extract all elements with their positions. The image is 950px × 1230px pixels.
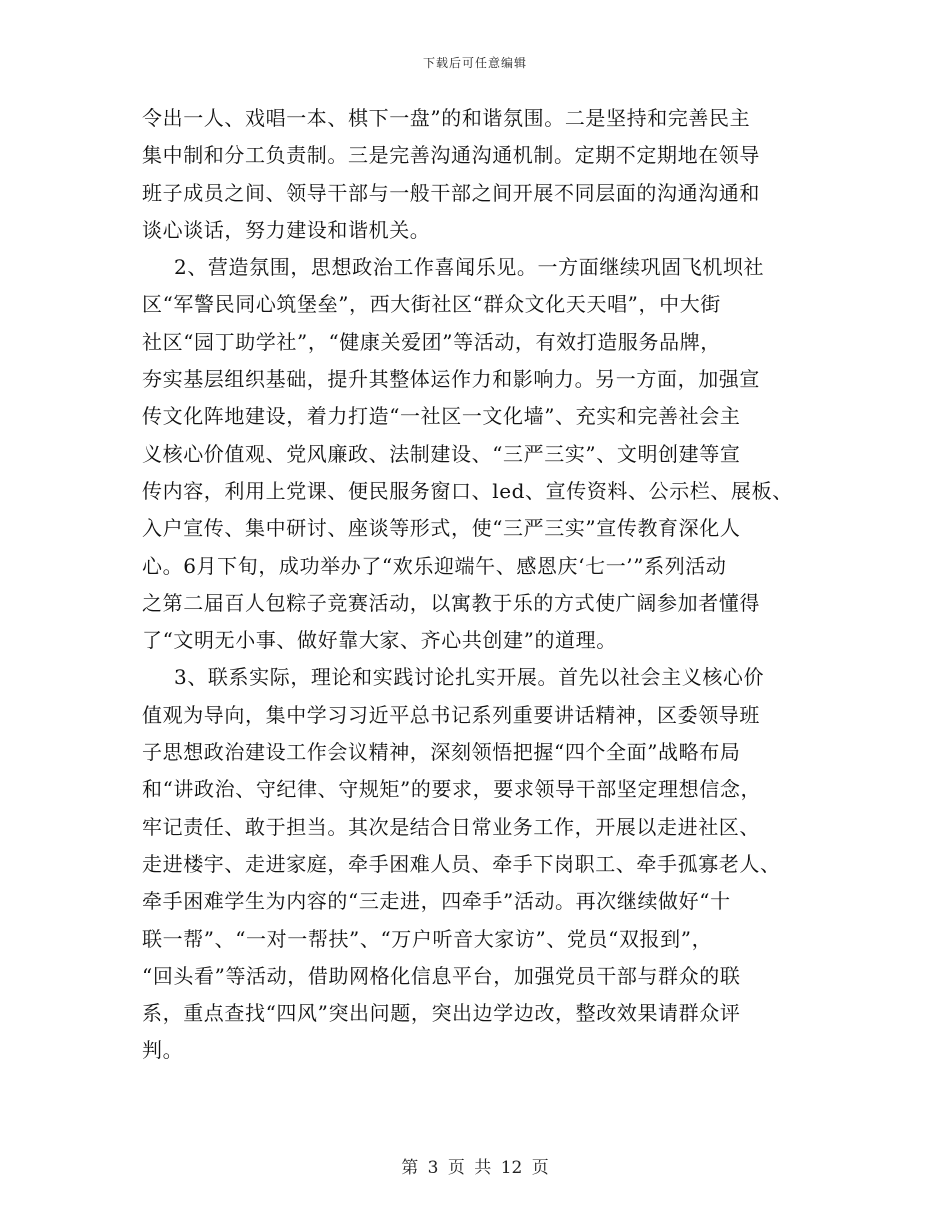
text-line: 子思想政治建设工作会议精神，深刻领悟把握“四个全面”战略布局 [142,740,741,765]
text-line: “回头看”等活动，借助网格化信息平台，加强党员干部与群众的联 [142,963,741,988]
text-line: 谈心谈话，努力建设和谐机关。 [142,217,431,242]
text-line: 联一帮”、“一对一帮扶”、“万户听音大家访”、党员“双报到”， [142,926,713,951]
text-line: 令出一人、戏唱一本、棋下一盘”的和谐氛围。二是坚持和完善民主 [142,106,751,130]
text-line: 系，重点查找“四风”突出问题，突出边学边改，整改效果请群众评 [142,1001,741,1026]
text-line: 夯实基层组织基础，提升其整体运作力和影响力。另一方面，加强宣 [142,367,760,392]
text-line: 2、营造氛围，思想政治工作喜闻乐见。一方面继续巩固飞机坝社 [174,255,765,280]
text-line: 区“军警民同心筑堡垒”，西大街社区“群众文化天天唱”，中大街 [142,292,721,317]
text-line: 传内容，利用上党课、便民服务窗口、led、宣传资料、公示栏、展板、 [142,478,793,503]
page-footer: 第 3 页 共 12 页 [401,1158,549,1178]
document-body [142,100,822,1070]
text-line: 社区“园丁助学社”，“健康关爱团”等活动，有效打造服务品牌， [142,329,721,354]
page-header: 下载后可任意编辑 [422,56,527,70]
text-line: 义核心价值观、党风廉政、法制建设、“三严三实”、文明创建等宣 [142,441,741,466]
text-line: 入户宣传、集中研讨、座谈等形式，使“三严三实”宣传教育深化人 [142,516,741,541]
text-line: 了“文明无小事、做好靠大家、齐心共创建”的道理。 [142,628,617,653]
text-line: 心。6月下旬，成功举办了“欢乐迎端午、感恩庆‘七一’”系列活动 [142,553,727,578]
text-line: 和“讲政治、守纪律、守规矩”的要求，要求领导干部坚定理想信念， [142,777,762,802]
text-line: 传文化阵地建设，着力打造“一社区一文化墙”、充实和完善社会主 [142,404,741,429]
text-line: 判。 [142,1038,184,1063]
text-line: 集中制和分工负责制。三是完善沟通沟通机制。定期不定期地在领导 [142,143,760,168]
text-line: 牵手困难学生为内容的“三走进，四牵手”活动。再次继续做好“十 [142,889,731,914]
text-line: 值观为导向，集中学习习近平总书记系列重要讲话精神，区委领导班 [142,702,760,727]
text-line: 班子成员之间、领导干部与一般干部之间开展不同层面的沟通沟通和 [142,180,760,205]
text-line: 牢记责任、敢于担当。其次是结合日常业务工作，开展以走进社区、 [142,814,760,839]
text-line: 走进楼宇、走进家庭，牵手困难人员、牵手下岗职工、牵手孤寡老人、 [142,851,781,876]
text-line: 之第二届百人包粽子竞赛活动，以寓教于乐的方式使广阔参加者懂得 [142,590,760,615]
text-line: 3、联系实际，理论和实践讨论扎实开展。首先以社会主义核心价 [174,665,765,690]
